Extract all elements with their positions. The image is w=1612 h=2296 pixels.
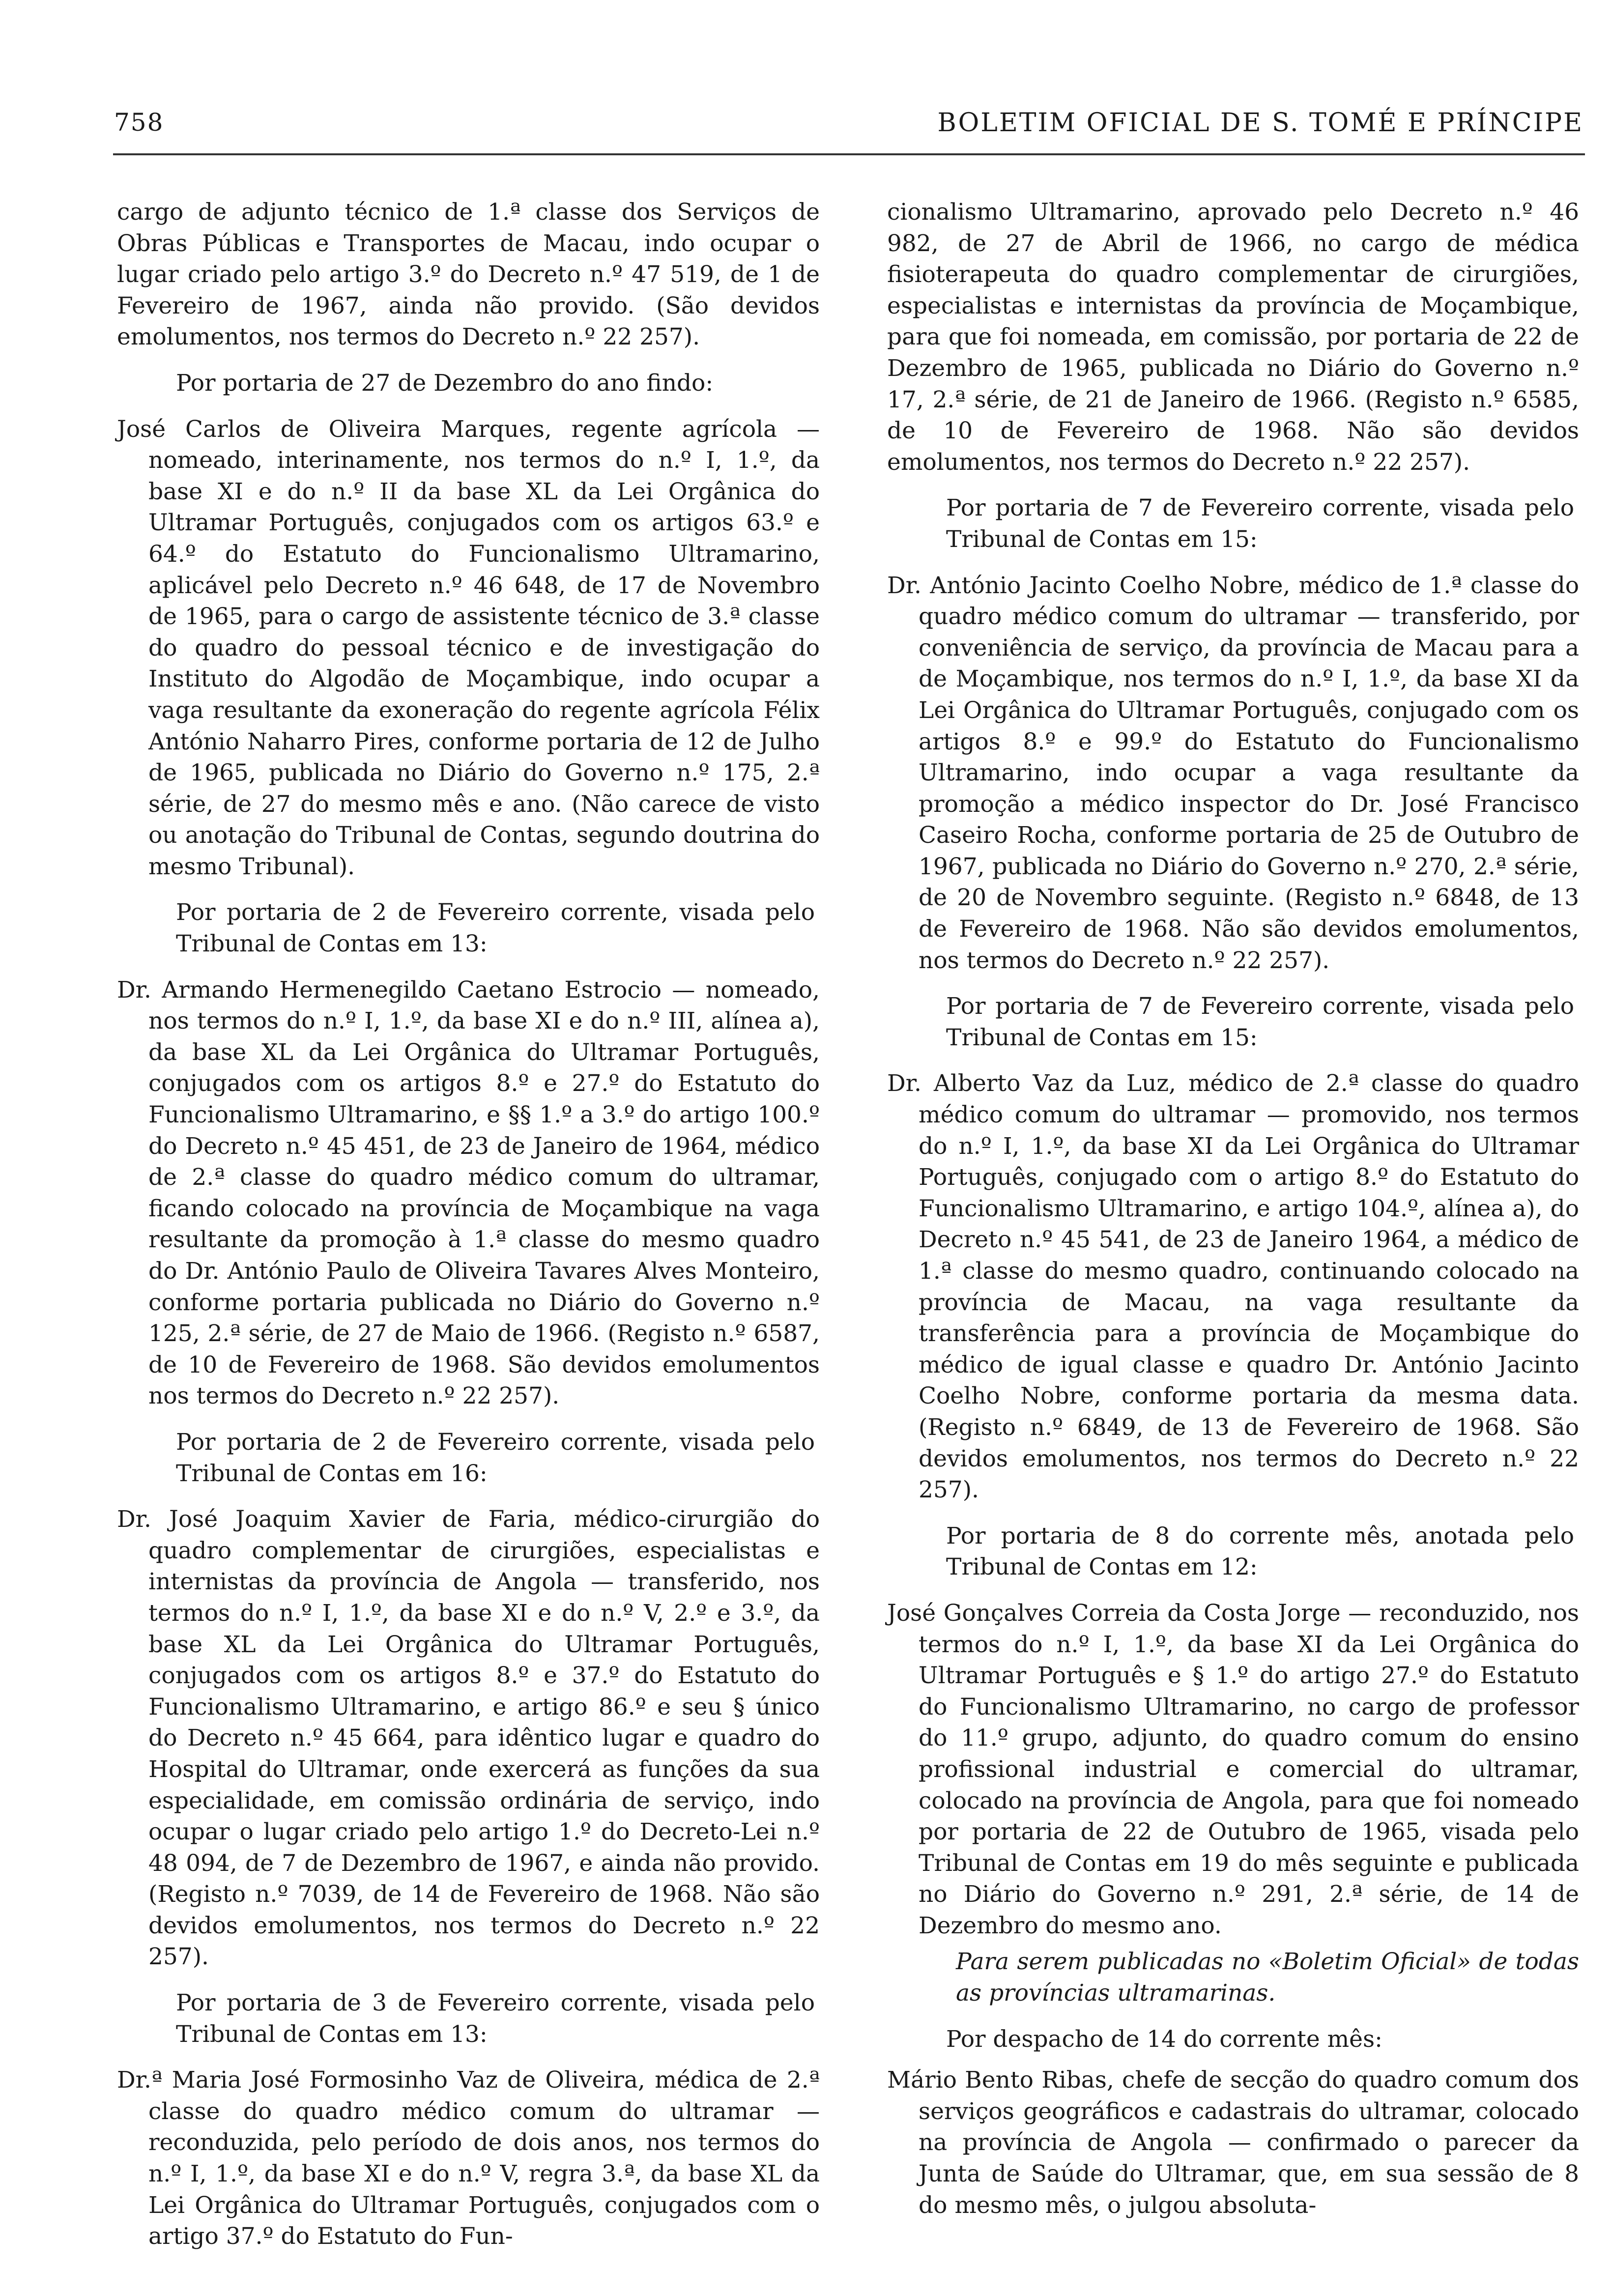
appointment-entry: José Gonçalves Correia da Costa Jorge — reconduzido, nos termos do n.º I, 1.º, da base XI da Lei Orgânica do Ultramar Português e § 1.º do artigo 27.º do Estatuto do Funcionalismo Ultramarino, no cargo de professor do 11.º grupo, adjunto, do quadro comum do ensino profissional industrial e comercial do ultramar, colocado na província de Angola, para que foi nomeado por portaria de 22 de Outubro de 1965, visada pelo Tribunal de Contas em 19 do mês seguinte e publicada no Diário do Governo n.º 291, 2.ª série, de 14 de Dezembro do mesmo ano. xyxy=(887,1599,1579,1939)
left-column xyxy=(117,197,820,2252)
portaria-heading: Por portaria de 8 do corrente mês, anotada pelo Tribunal de Contas em 12: xyxy=(946,1522,1574,1581)
portaria-heading: Por portaria de 2 de Fevereiro corrente, visada pelo Tribunal de Contas em 13: xyxy=(176,899,815,958)
portaria-heading: Por portaria de 2 de Fevereiro corrente, visada pelo Tribunal de Contas em 16: xyxy=(176,1428,815,1487)
appointment-entry: Dr.ª Maria José Formosinho Vaz de Oliveira, médica de 2.ª classe do quadro médico comum do ultramar — reconduzida, pelo período de dois anos, nos termos do n.º I, 1.º, da base XI e do n.º V, regra 3.ª, da base XL da Lei Orgânica do Ultramar Português, conjugados com o artigo 37.º do Estatuto do Fun- xyxy=(117,2066,820,2250)
appointment-entry: Dr. António Jacinto Coelho Nobre, médico de 1.ª classe do quadro médico comum do ultramar — transferido, por conveniência de serviço, da província de Macau para a de Moçambique, nos termos do n.º I, 1.º, da base XI da Lei Orgânica do Ultramar Português, conjugado com os artigos 8.º e 99.º do Estatuto do Funcionalismo Ultramarino, indo ocupar a vaga resultante da promoção a médico inspector do Dr. José Francisco Caseiro Rocha, conforme portaria de 25 de Outubro de 1967, publicada no Diário do Governo n.º 270, 2.ª série, de 20 de Novembro seguinte. (Registo n.º 6848, de 13 de Fevereiro de 1968. Não são devidos emolumentos, nos termos do Decreto n.º 22 257). xyxy=(887,572,1579,974)
appointment-entry: Dr. Alberto Vaz da Luz, médico de 2.ª classe do quadro médico comum do ultramar — promovido, nos termos do n.º I, 1.º, da base XI da Lei Orgânica do Ultramar Português, conjugado com o artigo 8.º do Estatuto do Funcionalismo Ultramarino, e artigo 104.º, alínea a), do Decreto n.º 45 541, de 23 de Janeiro 1964, a médico de 1.ª classe do mesmo quadro, continuando colocado na província de Macau, na vaga resultante da transferência para a província de Moçambique do médico de igual classe e quadro Dr. António Jacinto Coelho Nobre, conforme portaria da mesma data. (Registo n.º 6849, de 13 de Fevereiro de 1968. São devidos emolumentos, nos termos do Decreto n.º 22 257). xyxy=(887,1070,1579,1504)
page-title: BOLETIM OFICIAL DE S. TOMÉ E PRÍNCIPE xyxy=(937,108,1583,138)
appointment-entry: Dr. José Joaquim Xavier de Faria, médico-cirurgião do quadro complementar de cirurgiões, especialistas e internistas da província de Angola — transferido, nos termos do n.º I, 1.º, da base XI e do n.º V, 2.º e 3.º, da base XL da Lei Orgânica do Ultramar Português, conjugados com os artigos 8.º e 37.º do Estatuto do Funcionalismo Ultramarino, e artigo 86.º e seu § único do Decreto n.º 45 664, para idêntico lugar e quadro do Hospital do Ultramar, onde exercerá as funções da sua especialidade, em comissão ordinária de serviço, indo ocupar o lugar criado pelo artigo 1.º do Decreto-Lei n.º 48 094, de 7 de Dezembro de 1967, e ainda não provido. (Registo n.º 7039, de 14 de Fevereiro de 1968. Não são devidos emolumentos, nos termos do Decreto n.º 22 257). xyxy=(117,1506,820,1971)
despacho-heading: Por despacho de 14 do corrente mês: xyxy=(946,2025,1382,2053)
portaria-heading: Por portaria de 27 de Dezembro do ano findo: xyxy=(176,369,714,397)
appointment-entry: José Carlos de Oliveira Marques, regente agrícola — nomeado, interinamente, nos termos do n.º I, 1.º, da base XI e do n.º II da base XL da Lei Orgânica do Ultramar Português, conjugados com os artigos 63.º e 64.º do Estatuto do Funcionalismo Ultramarino, aplicável pelo Decreto n.º 46 648, de 17 de Novembro de 1965, para o cargo de assistente técnico de 3.ª classe do quadro do pessoal técnico e de investigação do Instituto do Algodão de Moçambique, indo ocupar a vaga resultante da exoneração do regente agrícola Félix António Naharro Pires, conforme portaria de 12 de Julho de 1965, publicada no Diário do Governo n.º 175, 2.ª série, de 27 do mesmo mês e ano. (Não carece de visto ou anotação do Tribunal de Contas, segundo doutrina do mesmo Tribunal). xyxy=(117,415,820,880)
page-number: 758 xyxy=(114,108,164,137)
portaria-heading: Por portaria de 7 de Fevereiro corrente, visada pelo Tribunal de Contas em 15: xyxy=(946,993,1574,1051)
right-column xyxy=(887,197,1579,2221)
appointment-entry: Dr. Armando Hermenegildo Caetano Estrocio — nomeado, nos termos do n.º I, 1.º, da base XI e do n.º III, alínea a), da base XL da Lei Orgânica do Ultramar Português, conjugados com os artigos 8.º e 27.º do Estatuto do Funcionalismo Ultramarino, e §§ 1.º a 3.º do artigo 100.º do Decreto n.º 45 451, de 23 de Janeiro de 1964, médico de 2.ª classe do quadro médico comum do ultramar, ficando colocado na província de Moçambique na vaga resultante da promoção à 1.ª classe do mesmo quadro do Dr. António Paulo de Oliveira Tavares Alves Monteiro, conforme portaria publicada no Diário do Governo n.º 125, 2.ª série, de 27 de Maio de 1966. (Registo n.º 6587, de 10 de Fevereiro de 1968. São devidos emolumentos nos termos do Decreto n.º 22 257). xyxy=(117,976,820,1410)
portaria-heading: Por portaria de 3 de Fevereiro corrente, visada pelo Tribunal de Contas em 13: xyxy=(176,1989,815,2048)
continuation-paragraph: cargo de adjunto técnico de 1.ª classe dos Serviços de Obras Públicas e Transportes de Macau, indo ocupar o lugar criado pelo artigo 3.º do Decreto n.º 47 519, de 1 de Fevereiro de 1967, ainda não provido. (São devidos emolumentos, nos termos do Decreto n.º 22 257). xyxy=(117,199,820,351)
publication-note: Para serem publicadas no «Boletim Oficial» de todas as províncias ultramarinas. xyxy=(956,1948,1579,2007)
appointment-entry: Mário Bento Ribas, chefe de secção do quadro comum dos serviços geográficos e cadastrais do ultramar, colocado na província de Angola — confirmado o parecer da Junta de Saúde do Ultramar, que, em sua sessão de 8 do mesmo mês, o julgou absoluta- xyxy=(887,2066,1579,2219)
portaria-heading: Por portaria de 7 de Fevereiro corrente, visada pelo Tribunal de Contas em 15: xyxy=(946,494,1574,553)
continuation-paragraph: cionalismo Ultramarino, aprovado pelo Decreto n.º 46 982, de 27 de Abril de 1966, no cargo de médica fisioterapeuta do quadro complementar de cirurgiões, especialistas e internistas da província de Moçambique, para que foi nomeada, em comissão, por portaria de 22 de Dezembro de 1965, publicada no Diário do Governo n.º 17, 2.ª série, de 21 de Janeiro de 1966. (Registo n.º 6585, de 10 de Fevereiro de 1968. Não são devidos emolumentos, nos termos do Decreto n.º 22 257). xyxy=(887,199,1579,476)
header-rule xyxy=(113,153,1585,155)
